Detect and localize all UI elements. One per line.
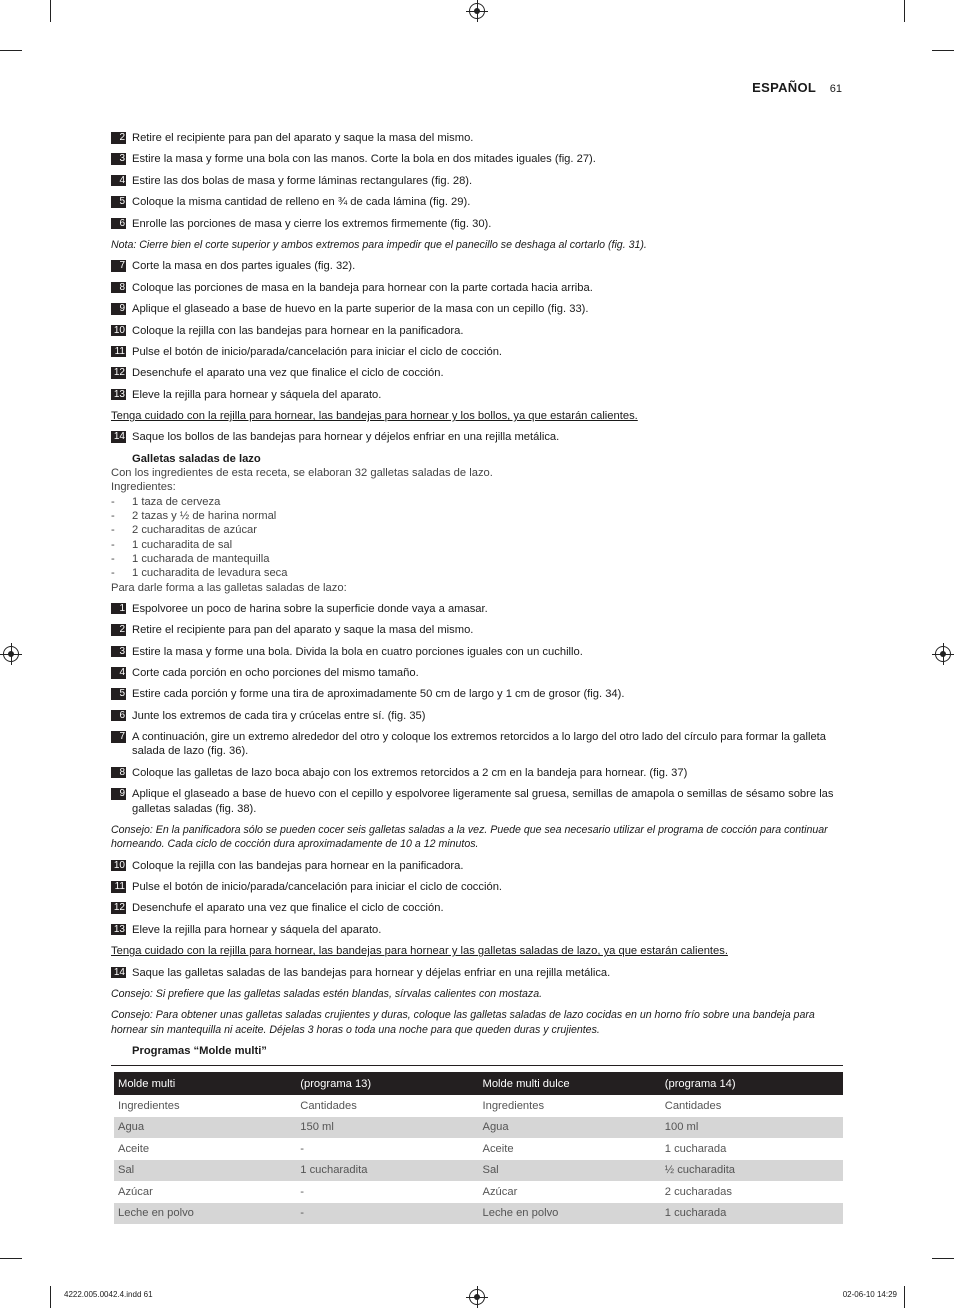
step-number: 5: [111, 688, 126, 700]
table-cell: -: [300, 1142, 304, 1155]
step-item: [111, 259, 843, 273]
registration-mark-icon: [935, 646, 951, 662]
step-item: [111, 388, 843, 402]
ingredient-item: [111, 566, 843, 580]
table-cell: Leche en polvo: [114, 1203, 296, 1225]
table-header-row: [114, 1072, 843, 1095]
table-cell: ½ cucharadita: [661, 1160, 843, 1182]
table-header-cell: (programa 13): [296, 1072, 478, 1095]
page-header: [752, 80, 842, 95]
step-number: 10: [111, 860, 126, 872]
ingredient-text: 2 tazas y ½ de harina normal: [132, 510, 277, 523]
table-row: [114, 1203, 843, 1225]
ingredient-text: 1 taza de cerveza: [132, 495, 221, 508]
ingredient-text: 2 cucharaditas de azúcar: [132, 524, 258, 537]
steps-group: [111, 966, 843, 980]
step-text: Coloque las galletas de lazo boca abajo con los extremos retorcidos a 2 cm en la bandeja para hornear. (fig. 37): [132, 766, 688, 779]
step-text: Estire la masa y forme una bola. Divida la bola en cuatro porciones iguales con un cuchillo.: [132, 645, 583, 658]
step-text: Estire la masa y forme una bola con las manos. Corte la bola en dos mitades iguales (fig. 27).: [132, 153, 596, 166]
table-cell: 1 cucharada: [664, 1142, 727, 1155]
table-cell: -: [300, 1185, 304, 1198]
table-row: [114, 1138, 843, 1160]
step-item: [111, 923, 843, 937]
step-number: 7: [111, 731, 126, 743]
step-number: 12: [111, 367, 126, 379]
step-item: [111, 302, 843, 316]
table-cell: Ingredientes: [482, 1099, 545, 1112]
step-item: [111, 602, 843, 616]
table-cell: Sal: [114, 1160, 296, 1182]
tip: Consejo: En la panificadora sólo se pueden cocer seis galletas saladas a la vez. Puede que sea necesario utilizar el programa de cocción para continuar horneando. Cada ciclo de cocción dura aproximadamente de 10 a 12 minutos.: [111, 823, 828, 851]
step-item: [111, 709, 843, 723]
step-item: [111, 645, 843, 659]
step-item: [111, 430, 843, 444]
table-cell: Azúcar: [482, 1185, 518, 1198]
step-text: Desenchufe el aparato una vez que finalice el ciclo de cocción.: [132, 367, 444, 380]
table-row: [114, 1181, 843, 1203]
step-item: [111, 687, 843, 701]
step-number: 8: [111, 282, 126, 294]
table-cell: 1 cucharadita: [296, 1160, 478, 1182]
step-item: [111, 152, 843, 166]
step-text: Desenchufe el aparato una vez que finalice el ciclo de cocción.: [132, 902, 444, 915]
ingredient-text: 1 cucharadita de levadura seca: [132, 567, 288, 580]
step-number: 14: [111, 431, 126, 443]
step-number: 13: [111, 924, 126, 936]
footer-date: 02-06-10 14:29: [842, 1290, 897, 1299]
registration-mark-icon: [3, 646, 19, 662]
table-header-cell: (programa 14): [661, 1072, 843, 1095]
bullet-dash: -: [111, 567, 115, 580]
step-number: 11: [111, 881, 126, 893]
step-text: Pulse el botón de inicio/parada/cancelación para iniciar el ciclo de cocción.: [132, 345, 503, 358]
tip: Consejo: Para obtener unas galletas saladas crujientes y duras, coloque las galletas saladas de lazo cocidas en un horno frío sobre una bandeja para hornear sin mantequilla ni aceite. Déjelas 3 horas o toda una noche para que queden duras y crujientes.: [111, 1009, 815, 1036]
table-header-cell: Molde multi: [114, 1072, 296, 1095]
section-title: Programas “Molde multi”: [132, 1045, 267, 1058]
step-item: [111, 281, 843, 295]
step-text: Coloque las porciones de masa en la bandeja para hornear con la parte cortada hacia arriba.: [132, 281, 593, 294]
step-number: 2: [111, 132, 126, 144]
ingredient-list: [111, 495, 843, 581]
bullet-dash: -: [111, 538, 115, 551]
step-number: 13: [111, 389, 126, 401]
step-number: 6: [111, 710, 126, 722]
ingredient-text: 1 cucharadita de sal: [132, 538, 233, 551]
step-text: Retire el recipiente para pan del aparato y saque la masa del mismo.: [132, 132, 474, 144]
step-item: [111, 174, 843, 188]
footer-file: 4222.005.0042.4.indd 61: [64, 1290, 153, 1299]
step-item: [111, 324, 843, 338]
step-item: [111, 623, 843, 637]
table-cell: Leche en polvo: [479, 1203, 661, 1225]
step-number: 1: [111, 603, 126, 615]
step-number: 4: [111, 175, 126, 187]
step-number: 10: [111, 325, 126, 337]
ingredients-label: Ingredientes:: [111, 481, 176, 494]
table-cell: Sal: [479, 1160, 661, 1182]
table-cell: 100 ml: [661, 1117, 843, 1139]
table-cell: 2 cucharadas: [664, 1185, 732, 1198]
warning: Tenga cuidado con la rejilla para hornear, las bandejas para hornear y los bollos, ya que estarán calientes.: [111, 410, 638, 423]
step-text: Espolvoree un poco de harina sobre la superficie donde vaya a amasar.: [132, 602, 488, 615]
step-item: [111, 730, 843, 759]
step-item: [111, 366, 843, 380]
language-label: ESPAÑOL: [752, 80, 817, 95]
step-item: [111, 787, 843, 816]
note: Nota: Cierre bien el corte superior y ambos extremos para impedir que el panecillo se deshaga al cortarlo (fig. 31).: [111, 238, 647, 251]
table-cell: Ingredientes: [118, 1099, 180, 1112]
table-cell: 1 cucharada: [661, 1203, 843, 1225]
registration-mark-icon: [469, 1289, 485, 1305]
step-item: [111, 217, 843, 231]
table-cell: Agua: [114, 1117, 296, 1139]
step-item: [111, 666, 843, 680]
intro-text: Con los ingredientes de esta receta, se elaboran 32 galletas saladas de lazo.: [111, 467, 493, 480]
ingredient-item: [111, 495, 843, 509]
step-item: [111, 880, 843, 894]
step-number: 3: [111, 646, 126, 658]
table-cell: Cantidades: [300, 1099, 357, 1112]
step-text: Saque las galletas saladas de las bandejas para hornear y déjelas enfriar en una rejilla metálica.: [132, 966, 611, 979]
step-text: Coloque la rejilla con las bandejas para hornear en la panificadora.: [132, 324, 464, 337]
steps-group: [111, 859, 843, 937]
registration-mark-icon: [469, 3, 485, 19]
step-number: 4: [111, 667, 126, 679]
step-number: 11: [111, 346, 126, 358]
step-text: Saque los bollos de las bandejas para hornear y déjelos enfriar en una rejilla metálica.: [132, 431, 560, 444]
step-number: 2: [111, 624, 126, 636]
ingredient-item: [111, 552, 843, 566]
step-text: Junte los extremos de cada tira y crúcelas entre sí. (fig. 35): [132, 709, 426, 722]
step-number: 6: [111, 218, 126, 230]
step-text: Coloque la misma cantidad de relleno en ¾ de cada lámina (fig. 29).: [132, 196, 471, 209]
table-cell: Azúcar: [118, 1185, 153, 1198]
tip: Consejo: Si prefiere que las galletas saladas estén blandas, sírvalas calientes con mostaza.: [111, 987, 543, 1000]
ingredient-item: [111, 509, 843, 523]
step-item: [111, 345, 843, 359]
step-text: Aplique el glaseado a base de huevo en la parte superior de la masa con un cepillo (fig. 33).: [132, 303, 589, 316]
step-text: Enrolle las porciones de masa y cierre los extremos firmemente (fig. 30).: [132, 217, 492, 230]
step-number: 9: [111, 303, 126, 315]
step-number: 12: [111, 902, 126, 914]
table-header-cell: Molde multi dulce: [479, 1072, 661, 1095]
ingredient-item: [111, 523, 843, 537]
step-text: Retire el recipiente para pan del aparato y saque la masa del mismo.: [132, 624, 474, 637]
step-text: Eleve la rejilla para hornear y sáquela del aparato.: [132, 388, 382, 401]
step-text: Estire cada porción y forme una tira de aproximadamente 50 cm de largo y 1 cm de grosor (fig. 34).: [132, 688, 625, 701]
table-cell: 150 ml: [296, 1117, 478, 1139]
program-table: [114, 1072, 843, 1224]
step-text: Corte la masa en dos partes iguales (fig. 32).: [132, 260, 356, 273]
table-row: [114, 1095, 843, 1117]
ingredient-item: [111, 538, 843, 552]
table-cell: Agua: [479, 1117, 661, 1139]
step-text: Coloque la rejilla con las bandejas para hornear en la panificadora.: [132, 859, 464, 872]
steps-group: [111, 131, 843, 231]
step-item: [111, 966, 843, 980]
step-number: 14: [111, 967, 126, 979]
steps-group: [111, 259, 843, 402]
section-title: Galletas saladas de lazo: [132, 452, 261, 465]
step-number: 5: [111, 196, 126, 208]
table-cell: Aceite: [482, 1142, 514, 1155]
step-item: [111, 195, 843, 209]
bullet-dash: -: [111, 510, 115, 523]
page-number: 61: [829, 83, 842, 95]
step-item: [111, 901, 843, 915]
bullet-dash: -: [111, 495, 115, 508]
step-number: 7: [111, 260, 126, 272]
step-item: [111, 766, 843, 780]
step-text: Corte cada porción en ocho porciones del mismo tamaño.: [132, 667, 419, 679]
table-cell: Cantidades: [664, 1099, 722, 1112]
warning: Tenga cuidado con la rejilla para hornear, las bandejas para hornear y las galletas saladas de lazo, ya que estarán calientes.: [111, 945, 728, 958]
step-number: 9: [111, 788, 126, 800]
step-text: Pulse el botón de inicio/parada/cancelación para iniciar el ciclo de cocción.: [132, 881, 503, 894]
ingredient-text: 1 cucharada de mantequilla: [132, 552, 270, 565]
bullet-dash: -: [111, 552, 115, 565]
steps-group: [111, 430, 843, 444]
step-item: [111, 859, 843, 873]
table-row: [114, 1160, 843, 1182]
table-cell: Aceite: [118, 1142, 150, 1155]
step-text: Aplique el glaseado a base de huevo con el cepillo y espolvoree ligeramente sal gruesa, semillas de amapola o semillas de sésamo sobre las galletas saladas (fig. 38).: [132, 788, 834, 815]
step-text: A continuación, gire un extremo alrededor del otro y coloque los extremos retorcidos a lo largo del otro lado del círculo para formar la galleta salada de lazo (fig. 36).: [132, 731, 827, 758]
bullet-dash: -: [111, 524, 115, 537]
table-cell: -: [296, 1203, 478, 1225]
table-row: [114, 1117, 843, 1139]
steps-group: [111, 602, 843, 816]
page-content: [111, 131, 843, 1058]
step-number: 3: [111, 153, 126, 165]
divider: [111, 1065, 843, 1066]
step-item: [111, 131, 843, 145]
shaping-label: Para darle forma a las galletas saladas de lazo:: [111, 581, 347, 594]
step-number: 8: [111, 767, 126, 779]
step-text: Estire las dos bolas de masa y forme láminas rectangulares (fig. 28).: [132, 174, 473, 187]
step-text: Eleve la rejilla para hornear y sáquela del aparato.: [132, 923, 382, 936]
